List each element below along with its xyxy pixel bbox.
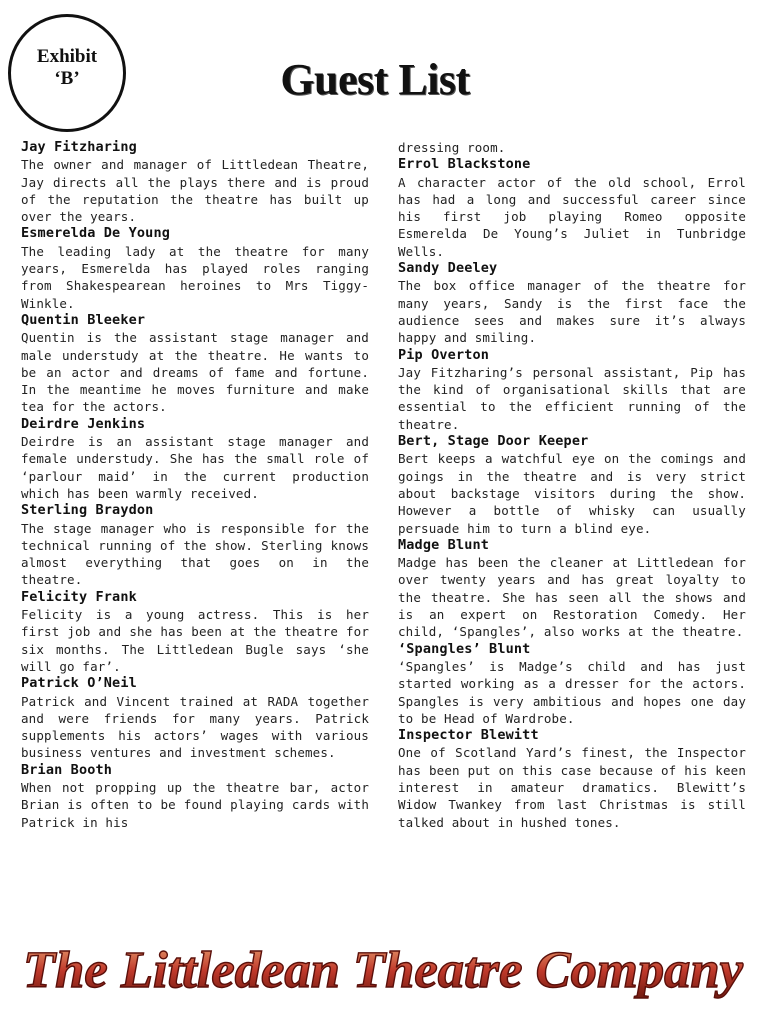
exhibit-label: Exhibit	[36, 46, 98, 67]
company-logo-text: The Littledean Theatre Company	[23, 942, 744, 999]
guest-name: Bert, Stage Door Keeper	[398, 433, 589, 450]
guest-entry	[398, 641, 746, 727]
guest-entry	[398, 260, 746, 346]
guest-entry	[21, 139, 369, 225]
guest-description: A character actor of the old school, Errol has had a long and successful career since his first job playing Romeo opposite Esmerelda De Young’s Juliet in Tunbridge Wells.	[398, 174, 746, 259]
guest-entry	[21, 762, 369, 831]
guest-name: Patrick O’Neil	[21, 675, 137, 692]
guest-name: Quentin Bleeker	[21, 311, 146, 328]
guest-entry	[398, 537, 746, 641]
page-title: Guest List	[280, 55, 470, 104]
guest-entry	[21, 225, 369, 311]
company-logo	[0, 925, 767, 1020]
guest-name: Madge Blunt	[398, 536, 490, 553]
guest-name: Sterling Braydon	[21, 502, 154, 519]
guest-name: Pip Overton	[398, 346, 490, 363]
guest-description: ‘Spangles’ is Madge’s child and has just started working as a dresser for the actors. Spangles is very ambitious and hopes one day to be Head of Wardrobe.	[398, 658, 746, 726]
guest-entry	[398, 433, 746, 537]
guest-description: The owner and manager of Littledean Theatre, Jay directs all the plays there and is proud of the reputation the theatre has built up over the years.	[21, 157, 369, 225]
guest-description: Felicity is a young actress. This is her first job and she has been at the theatre for six months. The Littledean Bugle says ‘she will go far’.	[21, 607, 369, 674]
guest-description: Patrick and Vincent trained at RADA together and were friends for many years. Patrick supplements his actors’ wages with various business ventures and investment schemes.	[21, 693, 369, 761]
guest-name: Deirdre Jenkins	[21, 415, 146, 432]
guest-description: One of Scotland Yard’s finest, the Inspector has been put on this case because of his keen interest in amateur dramatics. Blewitt’s Widow Twankey from last Christmas is still talked about in hushed tones.	[398, 745, 746, 830]
guest-description: When not propping up the theatre bar, actor Brian is often to be found playing cards with Patrick in his	[21, 779, 369, 830]
guest-name: Inspector Blewitt	[398, 727, 539, 744]
guest-description: Madge has been the cleaner at Littledean for over twenty years and has great loyalty to the theatre. She has seen all the shows and is an expert on Restoration Comedy. Her child, ‘Spangles’, also works at the theatre.	[398, 555, 746, 640]
exhibit-letter: ‘B’	[54, 68, 80, 89]
guest-name: Esmerelda De Young	[21, 225, 170, 242]
guest-description: Deirdre is an assistant stage manager and female understudy. She has the small role of ‘parlour maid’ in the current production which has been warmly received.	[21, 434, 369, 501]
guest-name: ‘Spangles’ Blunt	[398, 640, 531, 657]
guest-description: The box office manager of the theatre for many years, Sandy is the first face the audience sees and makes sure it’s always happy and smiling.	[398, 278, 746, 346]
guest-name: Brian Booth	[21, 761, 113, 778]
guest-column-right	[398, 139, 746, 831]
guest-description: Quentin is the assistant stage manager and male understudy at the theatre. He wants to be an actor and dreams of fame and fortune. In the meantime he moves furniture and make tea for the actors.	[21, 330, 369, 415]
guest-column-left	[21, 139, 369, 831]
guest-entry	[398, 727, 746, 831]
guest-description: Jay Fitzharing’s personal assistant, Pip has the kind of organisational skills that are essential to the efficient running of the theatre.	[398, 364, 746, 432]
guest-description: Bert keeps a watchful eye on the comings and goings in the theatre and is very strict about backstage visitors during the show. However a bottle of whisky can usually persuade him to turn a blind eye.	[398, 451, 746, 536]
exhibit-stamp	[8, 14, 126, 132]
guest-entry	[398, 156, 746, 260]
guest-description: The stage manager who is responsible for the technical running of the show. Sterling knows almost everything that goes on in the theatre.	[21, 520, 369, 588]
guest-entry	[21, 416, 369, 502]
guest-entry	[21, 502, 369, 588]
guest-name: Jay Fitzharing	[21, 139, 137, 155]
guest-description: The leading lady at the theatre for many years, Esmerelda has played roles ranging from Shakespearean heroines to Mrs Tiggy-Winkle.	[21, 243, 369, 311]
continued-description: dressing room.	[398, 140, 506, 155]
guest-entry	[21, 312, 369, 416]
guest-name: Sandy Deeley	[398, 260, 498, 277]
guest-entry	[21, 589, 369, 675]
guest-entry	[398, 347, 746, 433]
company-logo-banner	[0, 925, 767, 1020]
guest-entry	[21, 675, 369, 761]
guest-name: Errol Blackstone	[398, 156, 531, 173]
guest-name: Felicity Frank	[21, 588, 137, 605]
